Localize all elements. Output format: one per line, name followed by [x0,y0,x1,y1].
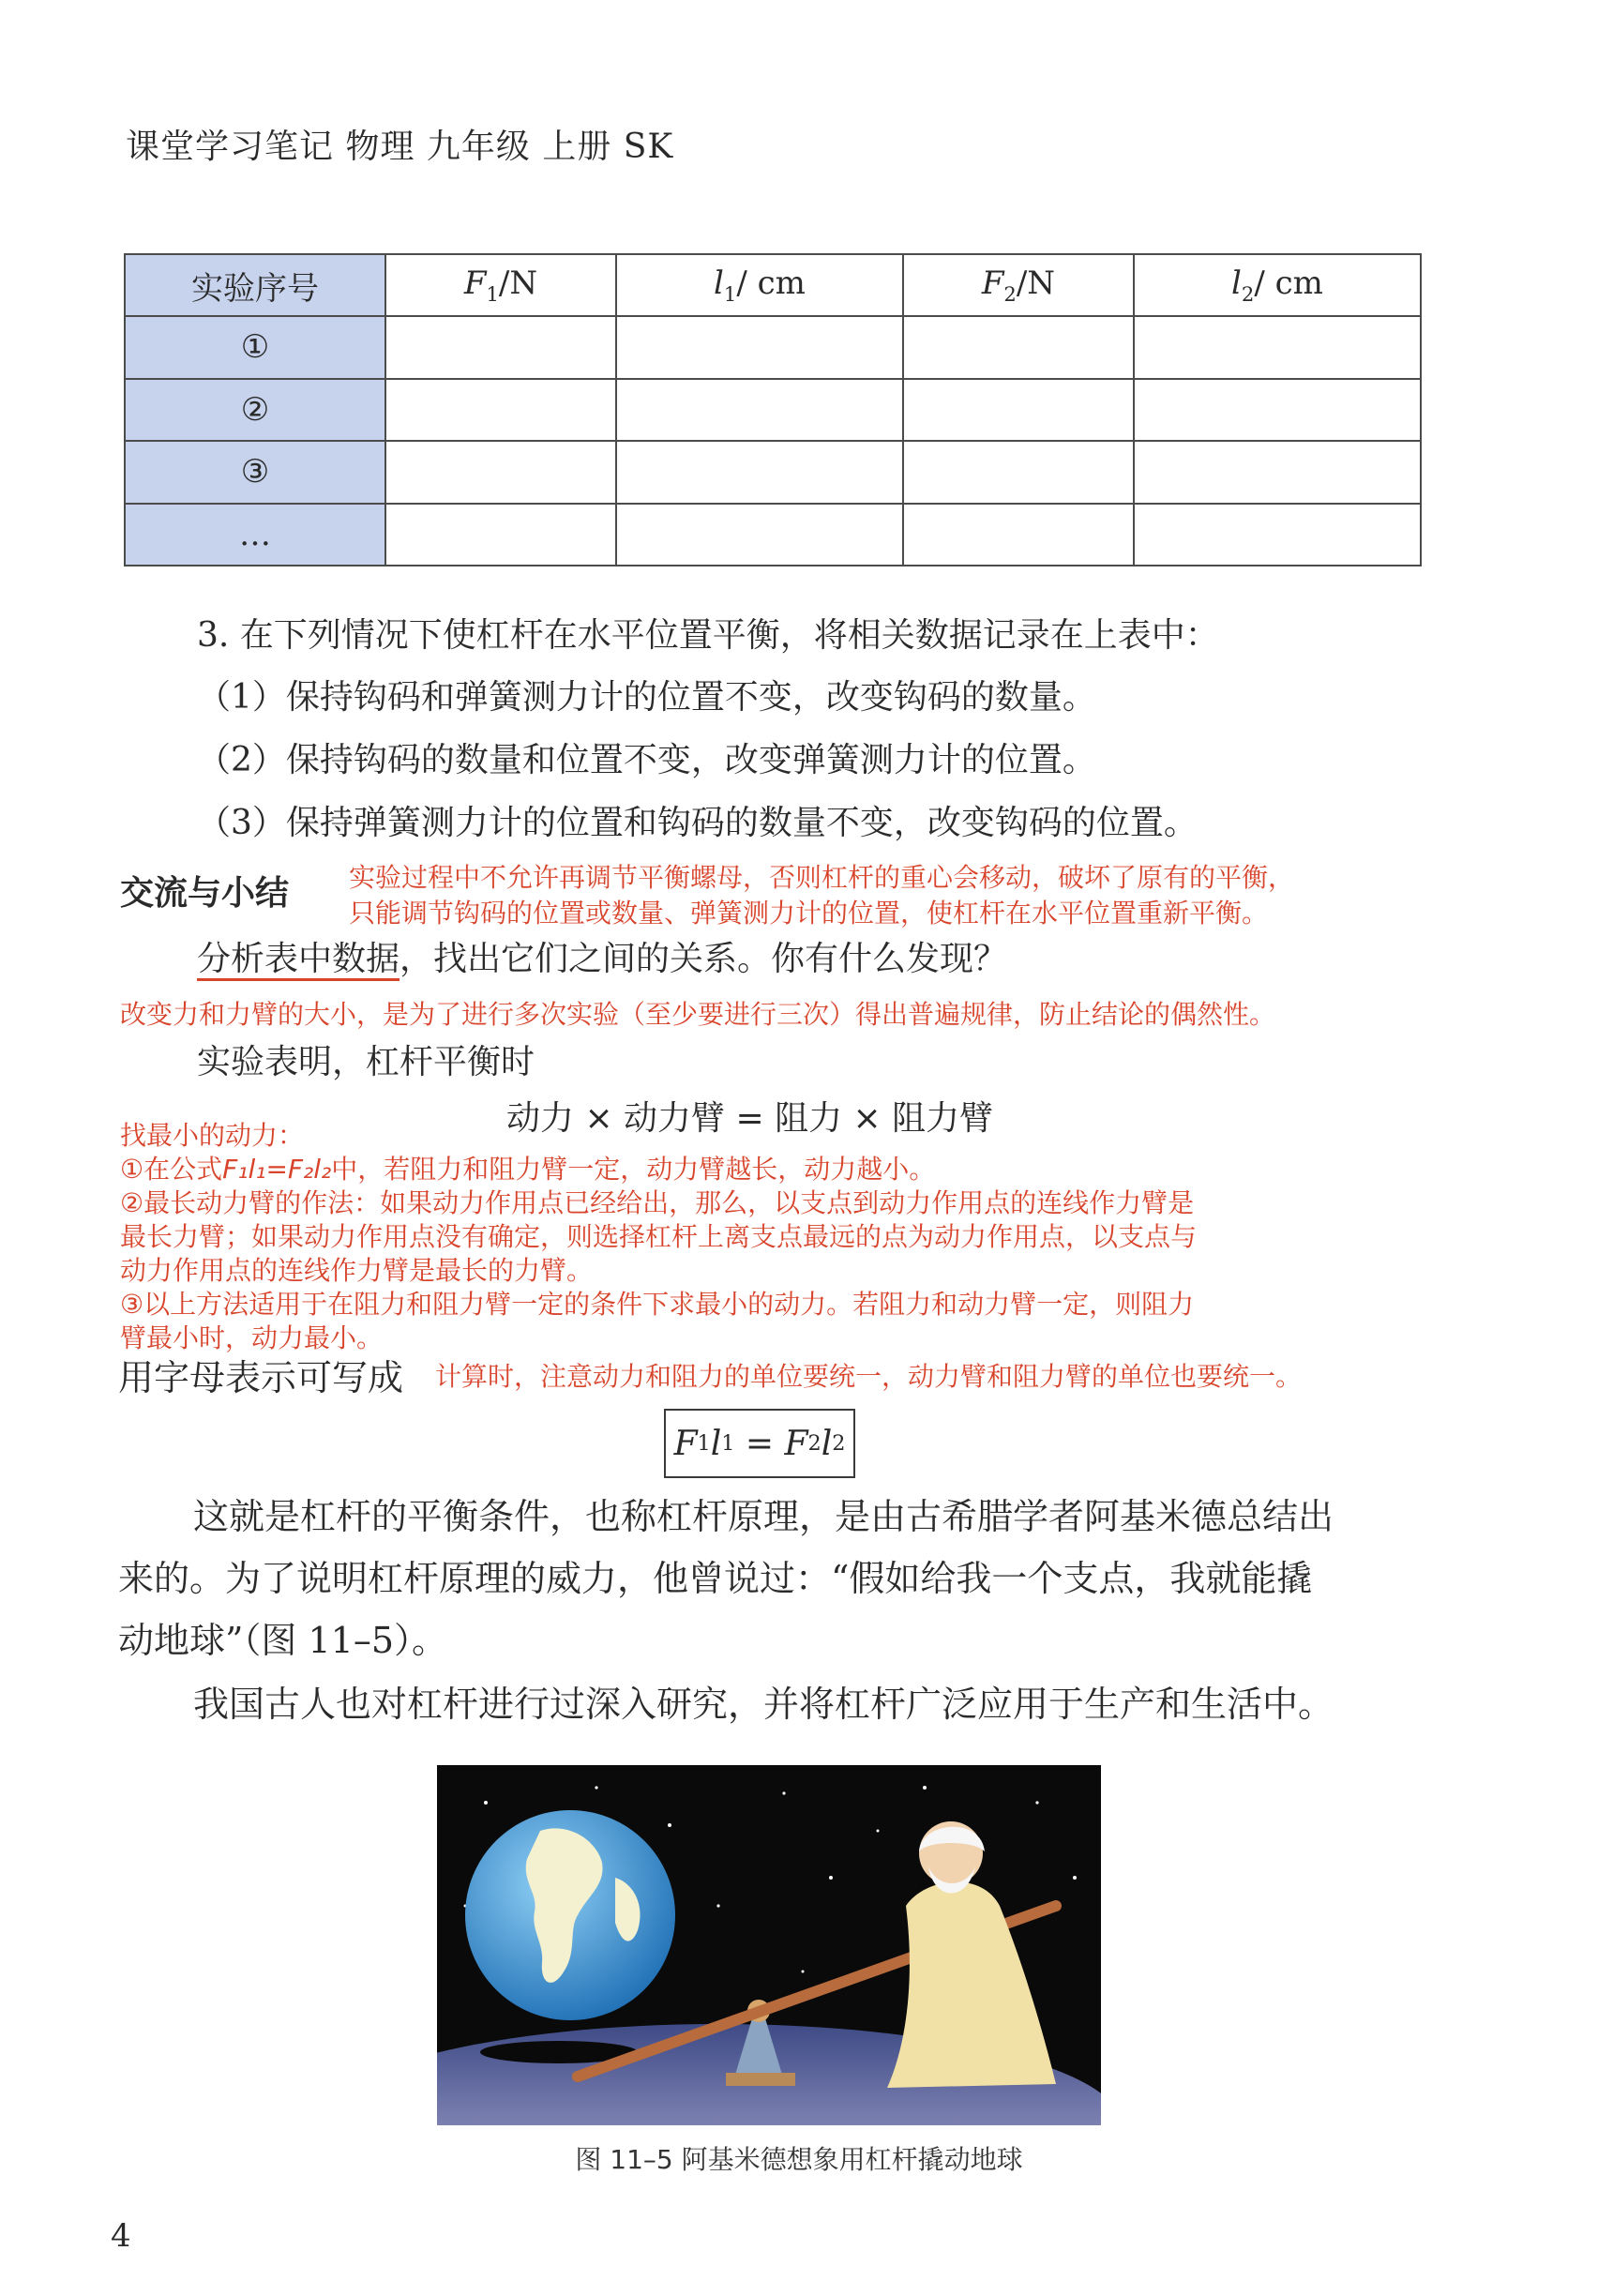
table-header-f1: $F_1/N$ [385,254,616,316]
section-title: 交流与小结 [120,874,290,913]
note-balance-line-1: 实验过程中不允许再调节平衡螺母，否则杠杆的重心会移动，破坏了原有的平衡， [349,862,1295,893]
letters-text: 用字母表示可写成 [118,1357,404,1398]
instruction-item-2: （2）保持钩码的数量和位置不变，改变弹簧测力计的位置。 [197,741,1096,779]
table-header-l2: $l_2/$ cm [1134,254,1421,316]
analysis-line [197,938,1007,980]
note-units: 计算时，注意动力和阻力的单位要统一，动力臂和阻力臂的单位也要统一。 [435,1361,1303,1392]
analysis-underlined: 分析表中数据 [197,940,400,981]
note-balance-line-2: 只能调节钩码的位置或数量、弹簧测力计的位置，使杠杆在水平位置重新平衡。 [349,898,1269,929]
paragraph-line-2: 来的。为了说明杠杆原理的威力，他曾说过：“假如给我一个支点，我就能撬 [118,1558,1313,1599]
paragraph-line-4: 我国古人也对杠杆进行过深入研究，并将杠杆广泛应用于生产和生活中。 [193,1684,1334,1725]
instruction-item-3: （3）保持弹簧测力计的位置和钩码的数量不变，改变钩码的位置。 [197,804,1198,842]
analysis-rest: ，找出它们之间的关系。你有什么发现？ [400,940,1008,978]
instruction-title: 3. 在下列情况下使杠杆在水平位置平衡，将相关数据记录在上表中： [197,616,1219,655]
note-purpose: 改变力和力臂的大小，是为了进行多次实验（至少要进行三次）得出普遍规律，防止结论的偶然性。 [120,999,1276,1030]
note-min-force-3b: 臂最小时，动力最小。 [120,1322,384,1353]
note-min-force-3a: ③以上方法适用于在阻力和阻力臂一定的条件下求最小的动力。若阻力和动力臂一定，则阻力 [120,1289,1195,1320]
note-min-force-1: ①在公式F₁l₁=F₂l₂中，若阻力和阻力臂一定，动力臂越长，动力越小。 [120,1154,936,1185]
page-header: 课堂学习笔记 物理 九年级 上册 SK [126,128,674,166]
instruction-item-1: （1）保持钩码和弹簧测力计的位置不变，改变钩码的数量。 [197,678,1096,717]
table-header-l1: $l_1/$ cm [616,254,903,316]
note-min-force-title: 找最小的动力： [120,1120,305,1151]
table-row: ② [125,379,1421,442]
table-header-index: 实验序号 [125,254,385,316]
note-min-force-2a: ②最长动力臂的作法：如果动力作用点已经给出，那么，以支点到动力作用点的连线作力臂是 [120,1187,1195,1218]
word-formula: 动力 × 动力臂 = 阻力 × 阻力臂 [506,1099,994,1138]
lever-formula-box: F 1 l 1 = F 2 l 2 [664,1409,855,1478]
page-number: 4 [111,2217,131,2255]
note-min-force-2c: 动力作用点的连线作力臂是最长的力臂。 [120,1255,594,1286]
archimedes-lever-illustration [437,1765,1101,2125]
table-row: … [125,504,1421,566]
paragraph-line-3: 动地球”（图 11–5）。 [118,1620,448,1661]
table-header-f2: $F_2/N$ [903,254,1134,316]
experiment-shows: 实验表明，杠杆平衡时 [197,1043,535,1081]
note-min-force-2b: 最长力臂；如果动力作用点没有确定，则选择杠杆上离支点最远的点为动力作用点，以支点与 [120,1221,1198,1252]
table-row: ③ [125,441,1421,504]
figure-caption: 图 11–5 阿基米德想象用杠杆撬动地球 [575,2144,1023,2175]
experiment-table [124,253,1422,566]
table-row: ① [125,316,1421,379]
paragraph-line-1: 这就是杠杆的平衡条件，也称杠杆原理，是由古希腊学者阿基米德总结出 [193,1496,1334,1537]
